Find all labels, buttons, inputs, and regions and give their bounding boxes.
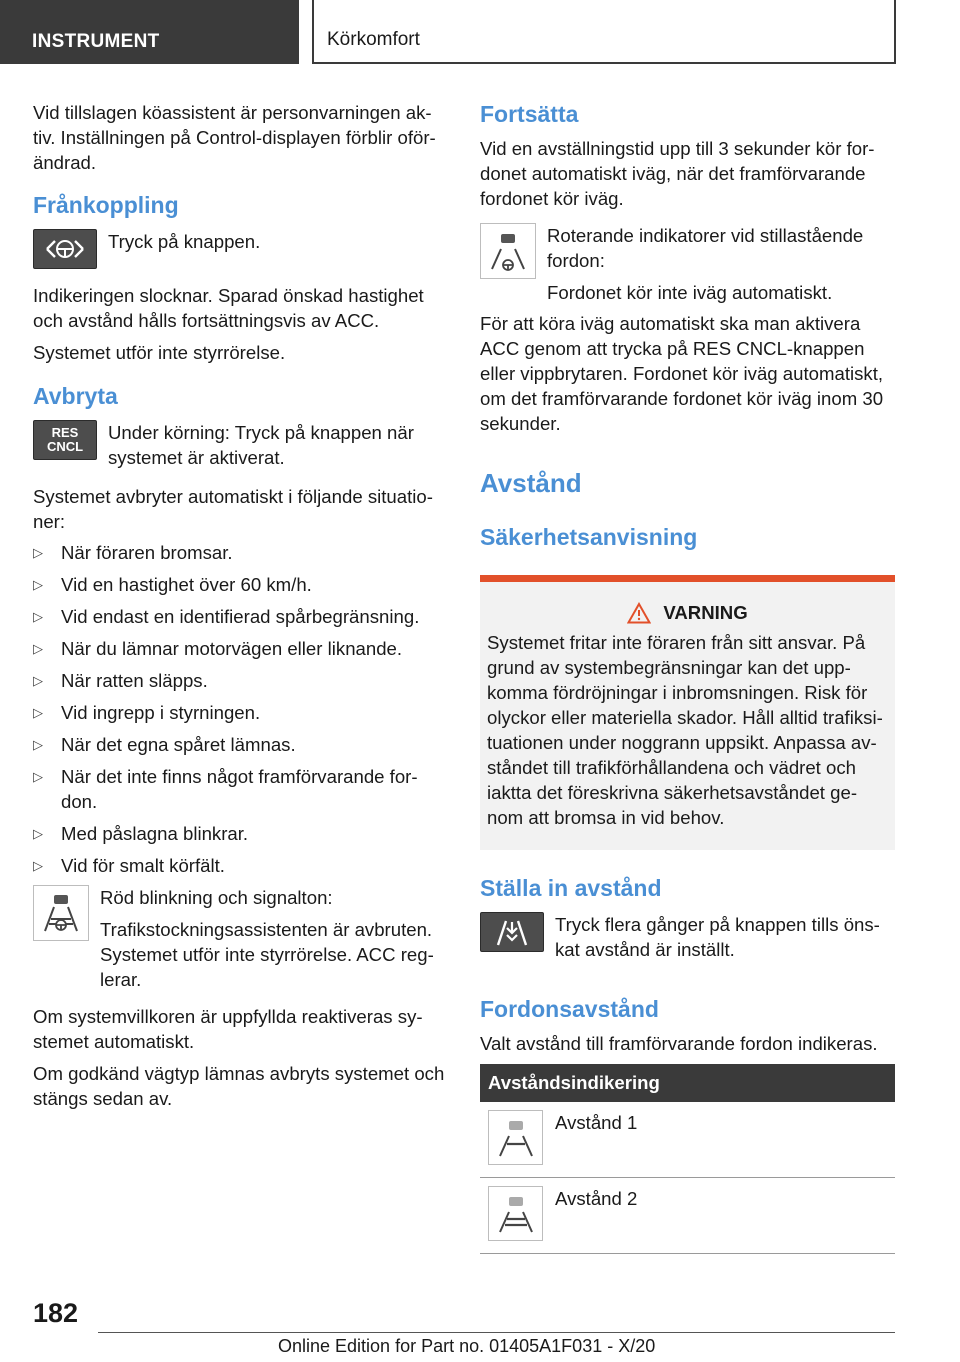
table-row [480, 1178, 895, 1254]
heading-vehicle-distance: Fordonsavstånd [480, 996, 659, 1022]
table-row [480, 1102, 895, 1178]
list-item: ▷ När ratten släpps. [33, 668, 447, 693]
heading-cancel: Avbryta [33, 383, 118, 409]
section-tab: INSTRUMENT [0, 0, 299, 64]
set-distance-instruction [480, 912, 895, 962]
rotating-indicator-text [547, 223, 895, 305]
red-blink-title: Röd blinkning och signalton: [100, 887, 333, 908]
list-item: ▷ När föraren bromsar. [33, 540, 447, 565]
footer-divider [98, 1332, 895, 1333]
warning-title [487, 602, 888, 624]
distance-button-icon [480, 912, 544, 952]
right-column [480, 100, 895, 1254]
res-cncl-button-icon [33, 420, 97, 460]
rotating-indicator-block [480, 223, 895, 305]
rotating-text: Roterande indikatorer vid stillastående fordon: [547, 225, 864, 271]
distance-indicator-table [480, 1064, 895, 1254]
heading-safety: Säkerhetsanvisning [480, 524, 698, 550]
red-blink-text [100, 885, 447, 992]
distance-2-icon [488, 1186, 543, 1241]
drive-off-paragraph: För att köra iväg automatiskt ska man aktivera ACC genom att trycka på RES CNCL-knappen eller vippbrytaren. Fordonet kör iväg automatiskt, om det framförvarande fordonet kör iväg inom 30 sekunder. [480, 313, 884, 434]
heading-distance: Avstånd [480, 468, 582, 498]
left-column [33, 100, 447, 1111]
warning-text: Systemet fritar inte föraren från sitt ansvar. På grund av systembegränsningar kan det upp-komma fördröjningar i inbromsningen. Risk för olyckor eller materiella skador. Håll alltid trafiksi-tuationen under noggrann uppsikt. Anpassa av-ståndet till trafikförhållandena och vädret och iaktta det föreskrivna säkerhetsavståndet ge-nom att bromsa in vid behov. [487, 632, 883, 828]
list-item: ▷ Vid för smalt körfält. [33, 853, 447, 878]
list-item: ▷ När det inte finns något framförvarande for-don. [33, 764, 447, 814]
footer-edition: Online Edition for Part no. 01405A1F031 - X/20 [278, 1336, 656, 1356]
vehicle-ahead-indicator-icon [480, 223, 536, 279]
list-item: ▷ Med påslagna blinkrar. [33, 821, 447, 846]
disconnect-instruction [33, 229, 447, 269]
list-item: ▷ När det egna spåret lämnas. [33, 732, 447, 757]
continue-paragraph: Vid en avställningstid upp till 3 sekunder kör for-donet automatiskt iväg, när det framförvarande fordonet kör iväg. [480, 138, 875, 209]
chapter-title: Körkomfort [312, 0, 896, 64]
page-number: 182 [33, 1298, 79, 1328]
list-item: ▷ Vid ingrepp i styrningen. [33, 700, 447, 725]
vehicle-distance-text: Valt avstånd till framförvarande fordon indikeras. [480, 1033, 878, 1054]
no-auto-text: Fordonet kör inte iväg automatiskt. [547, 282, 833, 303]
list-item: ▷ När du lämnar motorvägen eller liknande. [33, 636, 447, 661]
steering-assist-button-icon [33, 229, 97, 269]
red-blink-description: Trafikstockningsassistenten är avbruten. Systemet utför inte styrrörelse. ACC reg-lerar. [100, 919, 434, 990]
distance-1-icon [488, 1110, 543, 1165]
cancel-instruction [33, 420, 447, 470]
disconnect-paragraph-1: Indikeringen slocknar. Sparad önskad hastighet och avstånd hålls fortsättningsvis av ACC. [33, 285, 424, 331]
disconnect-paragraph-2: Systemet utför inte styrrörelse. [33, 342, 286, 363]
warning-box [480, 575, 895, 850]
res-label: RES [51, 425, 79, 440]
heading-set-distance: Ställa in avstånd [480, 875, 662, 901]
red-blink-block [33, 885, 447, 992]
list-item: ▷ Vid en hastighet över 60 km/h. [33, 572, 447, 597]
road-type-paragraph: Om godkänd vägtyp lämnas avbryts systemet och stängs sedan av. [33, 1063, 445, 1109]
cancel-press-text: Under körning: Tryck på knappen när systemet är aktiverat. [108, 422, 414, 468]
reactivate-paragraph: Om systemvillkoren är uppfyllda reaktiveras sy-stemet automatiskt. [33, 1006, 423, 1052]
heading-disconnect: Frånkoppling [33, 192, 179, 218]
table-cell: Avstånd 2 [555, 1188, 638, 1209]
traffic-jam-assist-icon [33, 885, 89, 941]
disconnect-press-text: Tryck på knappen. [108, 231, 261, 252]
list-item: ▷ Vid endast en identifierad spårbegränsning. [33, 604, 447, 629]
table-cell: Avstånd 1 [555, 1112, 638, 1133]
set-distance-text: Tryck flera gånger på knappen tills öns-kat avstånd är inställt. [555, 914, 880, 960]
cancel-auto-text: Systemet avbryter automatiskt i följande situatio-ner: [33, 486, 433, 532]
table-header: Avståndsindikering [480, 1064, 895, 1102]
warning-triangle-icon [627, 602, 651, 624]
cancel-situations-list [33, 540, 447, 878]
cncl-label: CNCL [46, 439, 84, 454]
heading-continue: Fortsätta [480, 101, 579, 127]
warning-title-text: VARNING [663, 602, 748, 623]
intro-paragraph: Vid tillslagen köassistent är personvarningen ak-tiv. Inställningen på Control-displayen förblir oför-ändrad. [33, 102, 436, 173]
